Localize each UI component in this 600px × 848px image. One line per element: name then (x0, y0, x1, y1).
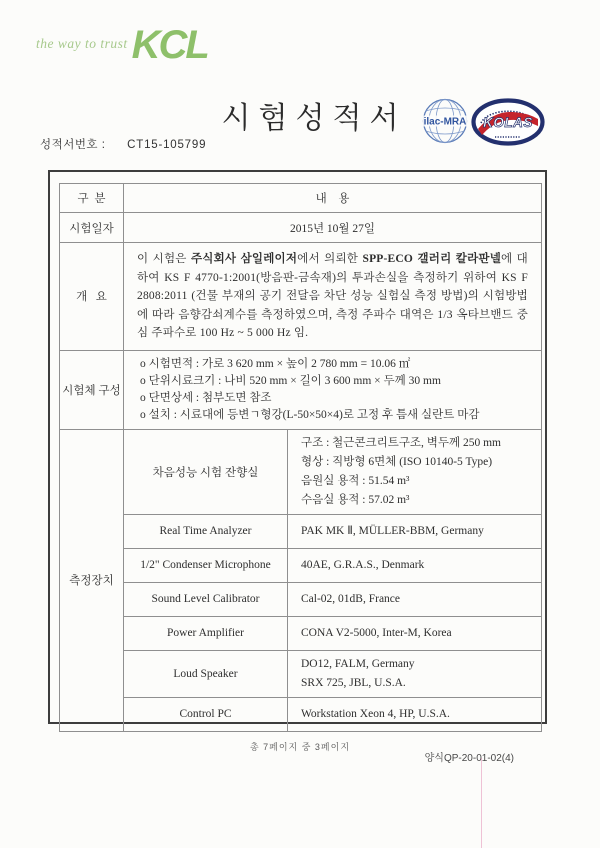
overview-seg: 이 시험은 (137, 253, 191, 265)
equipment-name: Sound Level Calibrator (124, 582, 288, 616)
equipment-value: Cal-02, 01dB, France (288, 582, 542, 616)
equipment-value-line: 구조 : 철근콘크리트구조, 벽두께 250 mm (301, 436, 502, 449)
footer-form-number: 양식QP-20-01-02(4) (424, 753, 514, 764)
ilac-mra-label: ilac-MRA (423, 116, 467, 128)
report-table (59, 183, 542, 732)
equipment-row (60, 548, 542, 582)
specimen-item: o 설치 : 시료대에 등변ㄱ형강(L-50×50×4)로 고정 후 틈새 실란트 마감 (140, 408, 480, 421)
specimen-item: o 단위시료크기 : 나비 520 mm × 길이 3 600 mm × 두께 30 mm (140, 374, 441, 387)
report-number-label: 성적서번호 : (40, 139, 106, 151)
report-outer-frame (48, 170, 547, 724)
ilac-mra-logo (421, 97, 469, 145)
specimen-item: o 단면상세 : 첨부도면 참조 (140, 391, 272, 404)
equipment-value (288, 429, 542, 514)
equipment-section-label: 측정장치 (60, 429, 124, 731)
equipment-value-line: SRX 725, JBL, U.S.A. (301, 676, 406, 689)
specimen-list (124, 350, 542, 429)
specimen-item: o 시험면적 : 가로 3 620 mm × 높이 2 780 mm = 10.06 ㎡ (140, 357, 411, 370)
overview-label: 개 요 (60, 243, 124, 351)
equipment-row (60, 514, 542, 548)
equipment-name: 1/2" Condenser Microphone (124, 548, 288, 582)
equipment-name: Loud Speaker (124, 650, 288, 697)
header-content-cell: 내 용 (124, 184, 542, 213)
equipment-row (60, 650, 542, 697)
equipment-value: PAK MK Ⅱ, MÜLLER-BBM, Germany (288, 514, 542, 548)
overview-paragraph (124, 243, 542, 351)
equipment-name: Control PC (124, 697, 288, 731)
equipment-row (60, 582, 542, 616)
kcl-logo (36, 23, 208, 67)
equipment-value: Workstation Xeon 4, HP, U.S.A. (288, 697, 542, 731)
kolas-logo (471, 98, 545, 146)
scan-artifact-line (481, 758, 482, 848)
row-specimen (60, 350, 542, 429)
specimen-label: 시험체 구성 (60, 350, 124, 429)
equipment-value-line: DO12, FALM, Germany (301, 657, 415, 670)
overview-seg-bold: 주식회사 삼일레이저 (191, 253, 298, 265)
overview-seg-bold: SPP-ECO 갤러리 칼라판넬 (362, 253, 501, 265)
table-header-row (60, 184, 542, 213)
equipment-value-line: 음원실 용적 : 51.54 m³ (301, 474, 410, 487)
header-category-cell: 구 분 (60, 184, 124, 213)
equipment-value: 40AE, G.R.A.S., Denmark (288, 548, 542, 582)
equipment-value-line: 수음실 용적 : 57.02 m³ (301, 493, 410, 506)
equipment-row (60, 429, 542, 514)
footer-page-indicator: 총 7페이지 중 3페이지 (249, 742, 351, 752)
kcl-brand-text: KCL (131, 23, 208, 67)
overview-seg: 에서 의뢰한 (297, 253, 363, 265)
equipment-value (288, 650, 542, 697)
equipment-name: Real Time Analyzer (124, 514, 288, 548)
row-overview (60, 243, 542, 351)
page-title: 시험성적서 (221, 102, 407, 135)
report-number (40, 136, 206, 152)
equipment-row (60, 697, 542, 731)
test-date-label: 시험일자 (60, 213, 124, 243)
kolas-label: KOLAS (483, 115, 533, 130)
equipment-row (60, 616, 542, 650)
equipment-name: Power Amplifier (124, 616, 288, 650)
equipment-value: CONA V2-5000, Inter-M, Korea (288, 616, 542, 650)
test-date-value: 2015년 10월 27일 (124, 213, 542, 243)
kcl-tagline: the way to trust (36, 36, 128, 51)
report-number-value: CT15-105799 (127, 139, 207, 151)
equipment-name: 차음성능 시험 잔향실 (124, 429, 288, 514)
overview-seg: 에 대하여 KS F 4770-1:2001(방음판-금속재)의 투과손실을 측정하기 위하여 KS F 2808:2011 (건물 부재의 공기 전달음 차단 성능 실험실 측정 방법)의 시험방법에 따라 음향감쇠계수를 측정하였으며, 측정 주파수 대역은 1/3 옥타브밴드 중심 주파수로 100 Hz ~ 5 000 Hz 임. (137, 253, 528, 339)
equipment-value-line: 형상 : 직방형 6면체 (ISO 10140-5 Type) (301, 455, 493, 468)
row-test-date (60, 213, 542, 243)
